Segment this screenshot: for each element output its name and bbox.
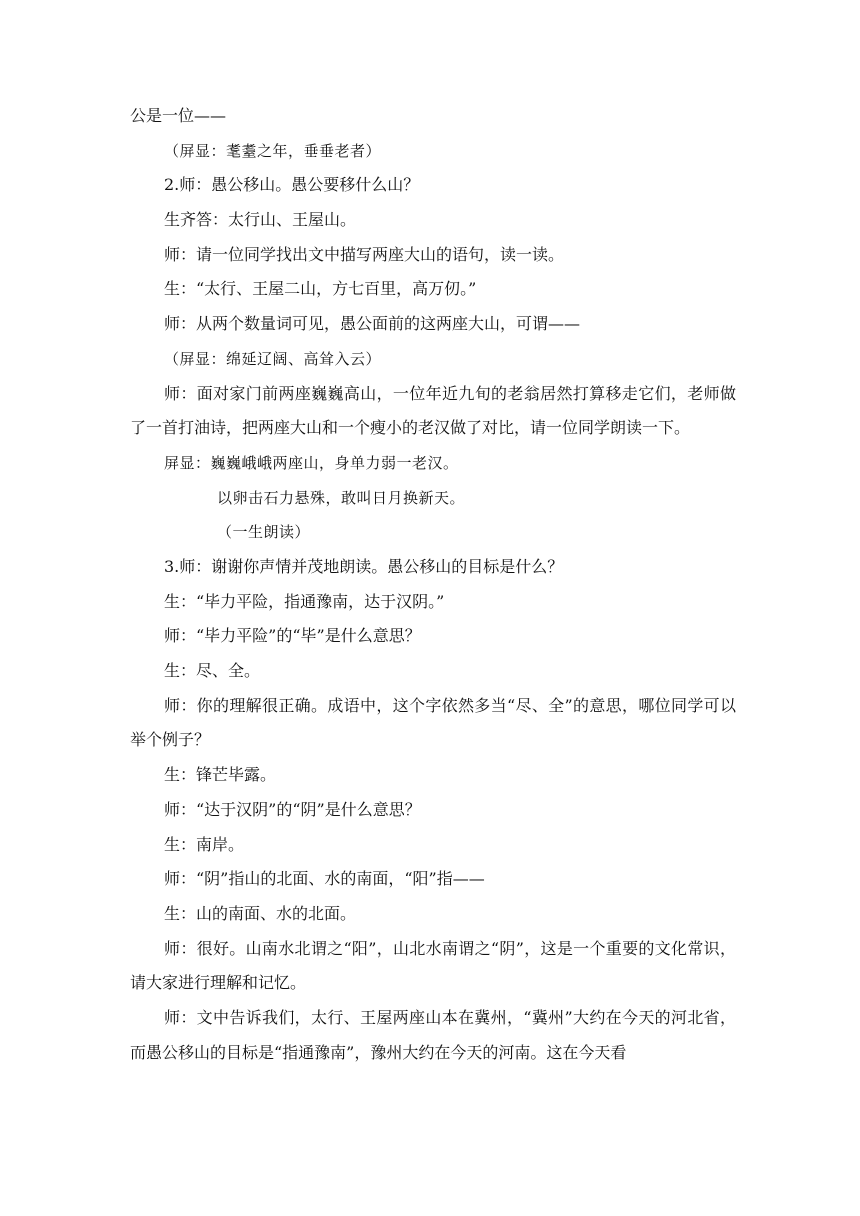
text-line: 2.师：愚公移山。愚公要移什么山？ (164, 175, 420, 195)
text-line: 生：“太行、王屋二山，方七百里，高万仞。” (164, 279, 477, 299)
text-line: 师：“达于汉阴”的“阴”是什么意思？ (164, 799, 421, 819)
poem-line: 以卵击石力悬殊，敢叫日月换新天。 (217, 488, 466, 507)
document-page (130, 99, 736, 1070)
text-paragraph: 师：你的理解很正确。成语中，这个字依然多当“尽、全”的意思，哪位同学可以举个例子？ (130, 695, 736, 750)
text-paragraph: 师：很好。山南水北谓之“阳”，山北水南谓之“阴”，这是一个重要的文化常识，请大家进行理解和记忆。 (130, 938, 736, 993)
text-line: 生：南岸。 (164, 834, 245, 854)
text-paragraph: 师：面对家门前两座巍巍高山，一位年近九旬的老翁居然打算移走它们，老师做了一首打油诗，把两座大山和一个瘦小的老汉做了对比，请一位同学朗读一下。 (130, 383, 736, 438)
stage-note: （一生朗读） (217, 523, 311, 542)
text-line: 师：“毕力平险”的“毕”是什么意思？ (164, 626, 421, 646)
text-line: 师：请一位同学找出文中描写两座大山的语句，读一读。 (164, 244, 565, 264)
text-line: 师：“阴”指山的北面、水的南面，“阳”指—— (164, 869, 485, 889)
text-line: 3.师：谢谢你声情并茂地朗读。愚公移山的目标是什么？ (164, 556, 564, 576)
text-line: 生：尽、全。 (164, 661, 261, 681)
text-line: 生齐答：太行山、王屋山。 (164, 210, 357, 230)
text-line: 生：山的南面、水的北面。 (164, 903, 357, 923)
text-line: 生：锋芒毕露。 (164, 765, 277, 785)
poem-line: 屏显：巍巍峨峨两座山，身单力弱一老汉。 (164, 453, 459, 472)
text-line: 师：从两个数量词可见，愚公面前的这两座大山，可谓—— (164, 314, 581, 334)
text-paragraph: 师：文中告诉我们，太行、王屋两座山本在冀州，“冀州”大约在今天的河北省，而愚公移山的目标是“指通豫南”，豫州大约在今天的河南。这在今天看 (130, 1007, 736, 1062)
screen-display-note: （屏显：耄耋之年，垂垂老者） (164, 141, 382, 160)
text-line: 生：“毕力平险，指通豫南，达于汉阴。” (164, 591, 445, 611)
screen-display-note: （屏显：绵延辽阔、高耸入云） (164, 349, 382, 368)
text-line: 公是一位—— (130, 106, 227, 125)
